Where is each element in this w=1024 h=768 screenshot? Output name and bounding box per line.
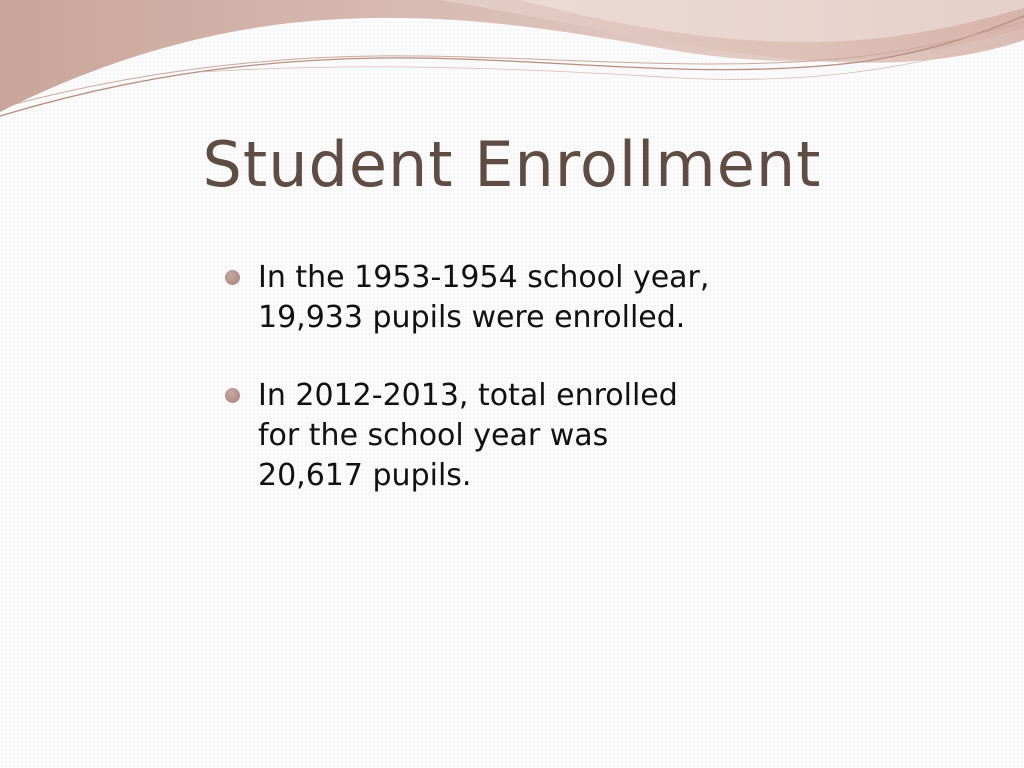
bullet-text-line: In 2012-2013, total enrolled	[258, 378, 678, 413]
bullet-text-line: In the 1953-1954 school year,	[258, 260, 710, 295]
bullet-item-2012	[222, 376, 822, 496]
slide-title: Student Enrollment	[202, 128, 822, 201]
bullet-dot-icon	[225, 388, 240, 403]
bullet-text-line: 19,933 pupils were enrolled.	[258, 300, 686, 335]
header-swoosh-decoration	[0, 0, 1024, 130]
bullet-dot-icon	[225, 270, 240, 285]
bullet-text-line: for the school year was	[258, 418, 609, 453]
bullet-text-line: 20,617 pupils.	[258, 458, 472, 493]
bullet-list	[222, 258, 822, 534]
bullet-item-1953	[222, 258, 822, 338]
